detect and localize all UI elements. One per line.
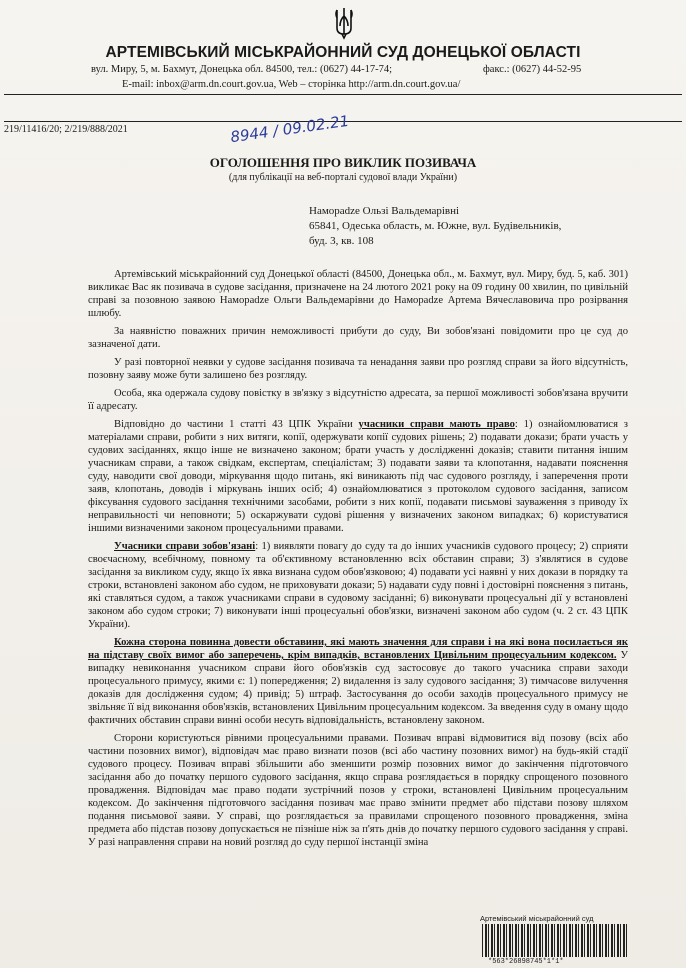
rights-heading: учасники справи мають право — [358, 419, 515, 430]
court-fax: факс.: (0627) 44-52-95 — [483, 64, 582, 75]
barcode-court-label: Артемівський міськрайонний суд — [480, 914, 594, 923]
barcode-number: *563*26898745*1*1* — [488, 958, 564, 966]
recipient-name: Намораdze Ользі Вальдемарівні — [309, 205, 460, 217]
rights-text: : 1) ознайомлюватися з матеріалами справи, робити з них витяги, копії, одержувати копії судових рішень; 2) подавати докази; брати участь у судових засіданнях, якщо інше не визначено законом; брати участь у дослідженні доказів; ставити питання іншим учасникам справи, а також свідкам, експертам, спеціалістам; 3) подавати заяви та клопотання, надавати пояснення суду, наводити свої доводи, міркування щодо питань, які виникають під час судового розгляду, і заперечення проти заяв, клопотань, доводів і міркувань інших осіб; 4) ознайомлюватися з протоколом судового засідання, записом фіксування судового засідання технічними засобами, робити з них копії, подавати письмові зауваження з приводу їх неправильності чи неповноти; 5) оскаржувати судові рішення у визначених законом випадках; 6) користуватися іншими визначеними законом процесуальними правами. — [88, 419, 628, 534]
paragraph-delivery: Особа, яка одержала судову повістку в зв'язку з відсутністю адресата, за першої можливості зобов'язана вручити її адресату. — [88, 388, 628, 412]
notice-title: ОГОЛОШЕННЯ ПРО ВИКЛИК ПОЗИВАЧА — [209, 155, 477, 170]
paragraph-parties: Сторони користуються рівними процесуальними правами. Позивач вправі відмовитися від позову (всіх або частини позовних вимог), відповідач має право визнати позов (всі або частину позовних вимог) на будь-якій стадії судового процесу. Позивач вправі збільшити або зменшити розмір позовних вимог до закінчення підготовчого засідання або до початку першого судового засідання, якщо справа розглядається в порядку спрощеного позовного провадження. Відповідач має право подати зустрічний позов у строки, встановлені Цивільним процесуальним кодексом. До закінчення підготовчого засідання позивач має право змінити предмет або підстави позову шляхом подання письмової заяви. У справі, що розглядається за правилами спрощеного позовного провадження, зміна предмета або підстав позову допускається не пізніше ніж за п'ять днів до початку першого судового засідання у справі. У разі направлення справи на новий розгляд до суду першої інстанції зміна — [88, 733, 628, 848]
paragraph-duties — [88, 540, 628, 631]
duties-text: : 1) виявляти повагу до суду та до інших учасників судового процесу; 2) сприяти своєчасному, всебічному, повному та об'єктивному встановленню всіх обставин справи; 3) з'являтися в судове засідання за викликом суду, якщо їх явка визнана судом обов'язковою; 4) подавати усі наявні у них докази в порядку та строки, встановлені законом або судом, не приховувати докази; 5) надавати суду повні і достовірні пояснення з питань, які ставляться судом, а також учасниками справи в судовому засіданні; 6) виконувати процесуальні дії у встановлені законом або судом строки; 7) виконувати інші процесуальні обов'язки, визначені законом або судом (ч. 2 ст. 43 ЦПК України). — [88, 541, 628, 630]
barcode — [482, 924, 627, 957]
paragraph-notify: За наявністю поважних причин неможливості прибути до суду, Ви зобов'язані повідомити про це суд до зазначеної дати. — [88, 326, 628, 350]
burden-text: У випадку невиконання учасником справи його обов'язків суд застосовує до такого учасника справи заходи процесуального примусу, якими є: 1) попередження; 2) видалення із залу судового засідання; 3) тимчасове вилучення доказів для дослідження судом; 4) привід; 5) штраф. Застосування до особи заходів процесуального примусу не звільняє її від виконання обов'язків, встановлених Цивільним процесуальним кодексом. За введення суду в оману щодо фактичних обставин справи винні особи несуть відповідальність, встановлену законом. — [88, 650, 628, 726]
recipient-block — [309, 204, 561, 249]
trident-emblem-icon — [334, 6, 354, 40]
notice-body — [88, 268, 628, 854]
court-address: вул. Миру, 5, м. Бахмут, Донецька обл. 84500, тел.: (0627) 44-17-74; — [91, 64, 393, 75]
paragraph-burden-of-proof — [88, 636, 628, 727]
recipient-address-2: буд. 3, кв. 108 — [309, 235, 374, 247]
paragraph-nonappearance: У разі повторної неявки у судове засідання позивача та ненадання заяви про розгляд справи за його відсутність, позовну заяву може бути залишено без розгляду. — [88, 357, 628, 381]
header-divider — [4, 94, 682, 95]
notice-subtitle: (для публікації на веб-порталі судової влади України) — [228, 172, 458, 183]
paragraph-rights — [88, 418, 628, 535]
recipient-address-1: 65841, Одеська область, м. Южне, вул. Будівельників, — [309, 220, 562, 232]
email-web-line: E-mail: inbox@arm.dn.court.gov.ua, Web – сторінка http://arm.dn.court.gov.ua/ — [122, 79, 461, 90]
burden-heading: Кожна сторона повинна довести обставини, які мають значення для справи і на які вона посилається як на підставу своїх вимог або заперечень, крім випадків, встановлених Цивільним процесуальним кодексом. — [88, 637, 628, 661]
rights-lead: Відповідно до частини 1 статті 43 ЦПК України — [114, 419, 359, 430]
case-number: 219/11416/20; 2/219/888/2021 — [4, 124, 128, 135]
court-name: АРТЕМІВСЬКИЙ МІСЬКРАЙОННИЙ СУД ДОНЕЦЬКОЇ ОБЛАСТІ — [105, 44, 581, 61]
duties-heading: Учасники справи зобов'язані — [114, 541, 256, 552]
paragraph-summons: Артемівський міськрайонний суд Донецької області (84500, Донецька обл., м. Бахмут, вул. Миру, буд. 5, каб. 301) викликає Вас як позивача в судове засідання, призначене на 24 лютого 2021 року на 09 годину 00 хвилин, по цивільній справі за позовною заявою Намораdze Ольги Вальдемарівни до Намораdze Артема Вячеславовича про розірвання шлюбу. — [88, 269, 628, 319]
registration-stamp: 8944 / 09.02.21 — [229, 111, 351, 147]
